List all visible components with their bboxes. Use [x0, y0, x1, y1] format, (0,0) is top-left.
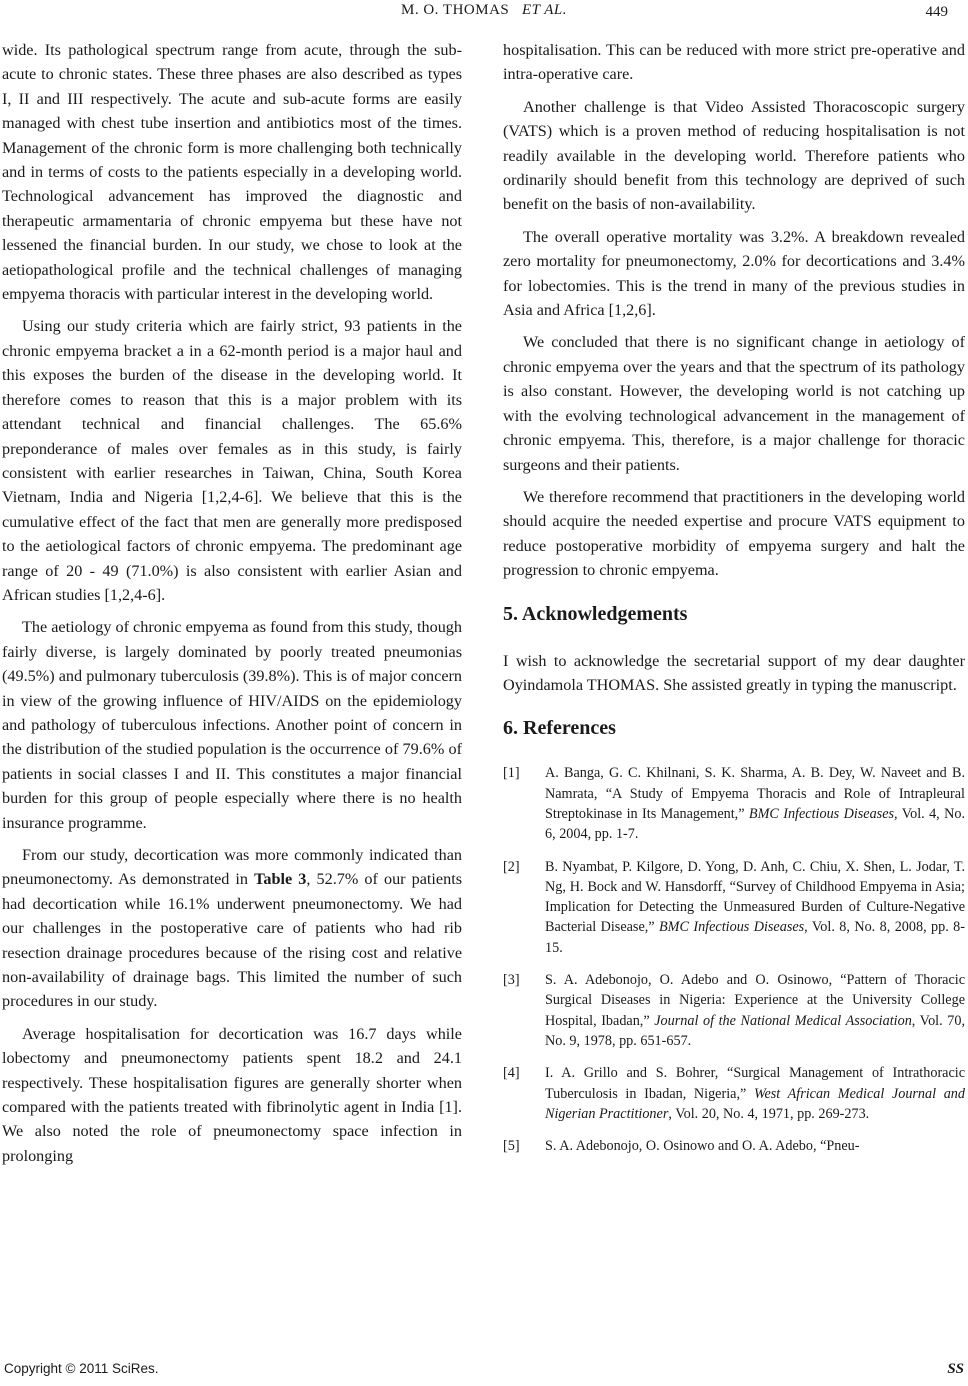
- reference-number: [2]: [503, 858, 520, 875]
- reference-number: [3]: [503, 972, 520, 989]
- running-head-author: M. O. THOMAS: [401, 2, 510, 18]
- paragraph: We concluded that there is no significant change in aetiology of chronic empyema over the years and that the spectrum of its pathology is also constant. However, the developing world is not catching up with the evolving technological advancement in the management of chronic empyema. This, therefore, is a major challenge for thoracic surgeons and their patients.: [503, 333, 965, 474]
- reference-number: [4]: [503, 1065, 520, 1082]
- reference-text: S. A. Adebonojo, O. Osinowo and O. A. Adebo, “Pneu-: [545, 1138, 860, 1155]
- reference-text: B. Nyambat, P. Kilgore, D. Yong, D. Anh, C. Chiu, X. Shen, L. Jodar, T. Ng, H. Bock and W. Hansdorff, “Survey of Childhood Empyema in Asia; Implication for Detecting the Unmeasured Burden of Culture-Negative Bacterial Disease,”: [545, 858, 965, 936]
- journal-abbreviation: SS: [947, 1361, 964, 1377]
- paragraph: The aetiology of chronic empyema as found from this study, though fairly diverse, is largely dominated by poorly treated pneumonias (49.5%) and pulmonary tuberculosis (39.8%). This is of major concern in view of the growing influence of HIV/AIDS on the epidemiology and pathology of tuberculous infections. Another point of concern in the distribution of the studied population is the occurrence of 79.6% of patients in social classes I and II. This constitutes a major financial burden for this group of people especially where there is no health insurance programme.: [2, 618, 462, 832]
- table-reference-link[interactable]: Table 3: [254, 870, 307, 889]
- reference-item: [503, 1136, 965, 1156]
- reference-item: [503, 763, 965, 844]
- paragraph: We therefore recommend that practitioners in the developing world should acquire the needed expertise and procure VATS equipment to reduce postoperative morbidity of empyema surgery and halt the progression to chronic empyema.: [503, 487, 965, 580]
- paragraph: Another challenge is that Video Assisted Thoracoscopic surgery (VATS) which is a proven method of reducing hospitalisation is not readily available in the developing world. Therefore patients who ordinarily should benefit from this technology are deprived of such benefit on the basis of non-availability.: [503, 97, 965, 214]
- reference-text: , Vol. 4, No. 6, 2004, pp. 1-7.: [545, 805, 965, 843]
- reference-journal: BMC Infectious Diseases: [748, 805, 895, 822]
- reference-journal: BMC Infectious Diseases: [659, 919, 805, 936]
- reference-text: I. A. Grillo and S. Bohrer, “Surgical Management of Intrathoracic Tuberculosis in Ibadan, Nigeria,”: [545, 1065, 965, 1102]
- page-header: [0, 0, 968, 30]
- acknowledgements-heading: 5. Acknowledgements: [503, 602, 688, 625]
- paragraph: Using our study criteria which are fairly strict, 93 patients in the chronic empyema bracket a in a 62-month period is a major haul and this exposes the burden of the disease in the developing world. It therefore comes to reason that this is a major problem with its attendant technical and financial challenges. The 65.6% preponderance of males over females as in this study, is fairly consistent with earlier researches in Taiwan, China, South Korea Vietnam, India and Nigeria [1,2,4-6]. We believe that this is the cumulative effect of the fact that men are generally more predisposed to the aetiological factors of chronic empyema. The predominant age range of 20 - 49 (71.0%) is also consistent with earlier Asian and African studies [1,2,4-6].: [2, 317, 462, 604]
- copyright-notice: Copyright © 2011 SciRes.: [4, 1361, 159, 1376]
- page-footer: [4, 1361, 964, 1383]
- page-number: 449: [925, 4, 948, 20]
- reference-journal: West African Medical Journal and Nigerian Practitioner: [545, 1085, 965, 1122]
- reference-text: , Vol. 70, No. 9, 1978, pp. 651-657.: [545, 1012, 965, 1049]
- reference-text: , Vol. 8, No. 8, 2008, pp. 8-15.: [545, 919, 965, 956]
- left-column: [2, 38, 462, 1176]
- references-heading: 6. References: [503, 717, 616, 740]
- right-column: [503, 38, 965, 1168]
- acknowledgements-text: I wish to acknowledge the secretarial support of my dear daughter Oyindamola THOMAS. She assisted greatly in typing the manuscript.: [503, 651, 965, 694]
- reference-number: [1]: [503, 765, 520, 782]
- paragraph: hospitalisation. This can be reduced with more strict pre-operative and intra-operative care.: [503, 41, 965, 84]
- paragraph: Average hospitalisation for decortication was 16.7 days while lobectomy and pneumonectomy patients spent 18.2 and 24.1 respectively. These hospitalisation figures are generally shorter when compared with the patients treated with fibrinolytic agent in India [1]. We also noted the role of pneumonectomy space infection in prolonging: [2, 1024, 462, 1165]
- reference-number: [5]: [503, 1138, 520, 1155]
- reference-text: A. Banga, G. C. Khilnani, S. K. Sharma, A. B. Dey, W. Naveet and B. Namrata, “A Study of Empyema Thoracis and Role of Intrapleural Streptokinase in Its Management,”: [545, 765, 965, 822]
- text-run: From our study, decortication was more commonly indicated than pneumonectomy. As demonstrated in: [2, 846, 462, 889]
- reference-journal: Journal of the National Medical Association: [654, 1012, 912, 1029]
- running-head: [0, 2, 968, 19]
- reference-item: [503, 970, 965, 1051]
- reference-item: [503, 1063, 965, 1124]
- running-head-etal: ET AL.: [522, 2, 567, 18]
- text-run: , 52.7% of our patients had decortication while 16.1% underwent pneumonectomy. We had our challenges in the postoperative care of patients who had rib resection drainage procedures because of the rising cost and relative non-availability of drainage bags. This limited the number of such procedures in our study.: [2, 870, 462, 1011]
- paragraph: The overall operative mortality was 3.2%. A breakdown revealed zero mortality for pneumonectomy, 2.0% for decortications and 3.4% for lobectomies. This is the trend in many of the previous studies in Asia and Africa [1,2,6].: [503, 227, 965, 320]
- paragraph: [2, 843, 462, 1014]
- paragraph: wide. Its pathological spectrum range from acute, through the sub-acute to chronic states. These three phases are also described as types I, II and III respectively. The acute and sub-acute forms are easily managed with chest tube insertion and antibiotics most of the times. Management of the chronic form is more challenging both technically and in terms of costs to the patients especially in a developing world. Technological advancement has improved the diagnostic and therapeutic armamentaria of chronic empyema but these have not lessened the financial burden. In our study, we chose to look at the aetiopathological profile and the technical challenges of managing empyema thoracis with particular interest in the developing world.: [2, 41, 462, 304]
- reference-text: , Vol. 20, No. 4, 1971, pp. 269-273.: [668, 1105, 870, 1122]
- reference-list: [503, 763, 965, 1156]
- reference-text: S. A. Adebonojo, O. Adebo and O. Osinowo, “Pattern of Thoracic Surgical Diseases in Nigeria: Experience at the University College Hospital, Ibadan,”: [545, 972, 965, 1029]
- reference-item: [503, 857, 965, 958]
